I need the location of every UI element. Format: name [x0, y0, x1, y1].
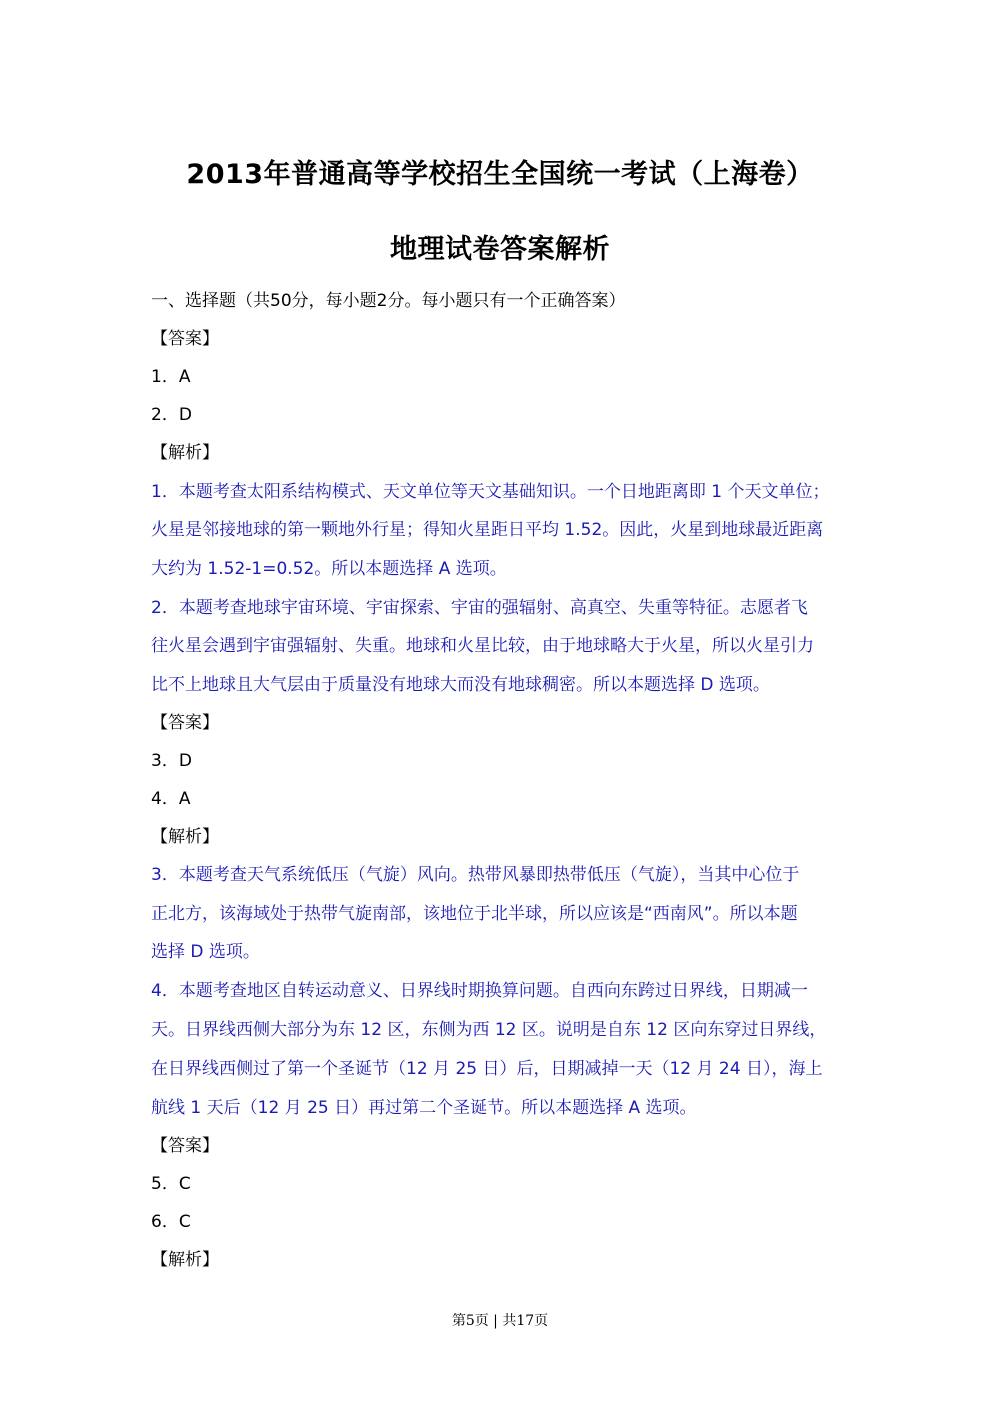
document-subtitle: 地理试卷答案解析 — [390, 234, 610, 265]
analysis-text-line: 1．本题考查太阳系结构模式、天文单位等天文基础知识。一个日地距离即 1 个天文单位； — [151, 482, 830, 502]
analysis-label: 【解析】 — [151, 443, 219, 463]
analysis-text-line: 大约为 1.52-1=0.52。所以本题选择 A 选项。 — [151, 559, 507, 579]
analysis-text-line: 选择 D 选项。 — [151, 942, 260, 962]
analysis-text-line: 往火星会遇到宇宙强辐射、失重。地球和火星比较，由于地球略大于火星，所以火星引力 — [151, 636, 814, 656]
analysis-text-line: 航线 1 天后（12 月 25 日）再过第二个圣诞节。所以本题选择 A 选项。 — [151, 1098, 697, 1118]
answer-label: 【答案】 — [151, 713, 219, 733]
analysis-text-line: 3．本题考查天气系统低压（气旋）风向。热带风暴即热带低压（气旋），当其中心位于 — [151, 865, 800, 885]
analysis-label: 【解析】 — [151, 827, 219, 847]
analysis-label: 【解析】 — [151, 1250, 219, 1270]
answer-item: 3．D — [151, 751, 192, 771]
answer-item: 1．A — [151, 367, 191, 387]
answer-item: 2．D — [151, 405, 192, 425]
section-heading: 一、选择题（共50分，每小题2分。每小题只有一个正确答案） — [151, 291, 626, 311]
answer-label: 【答案】 — [151, 329, 219, 349]
analysis-text-line: 正北方，该海域处于热带气旋南部，该地位于北半球，所以应该是“西南风”。所以本题 — [151, 904, 798, 924]
analysis-text-line: 火星是邻接地球的第一颗地外行星；得知火星距日平均 1.52。因此，火星到地球最近距离 — [151, 520, 824, 540]
analysis-text-line: 天。日界线西侧大部分为东 12 区，东侧为西 12 区。说明是自东 12 区向东穿过日界线， — [151, 1020, 827, 1040]
analysis-text-line: 2．本题考查地球宇宙环境、宇宙探索、宇宙的强辐射、高真空、失重等特征。志愿者飞 — [151, 598, 808, 618]
document-title: 2013年普通高等学校招生全国统一考试（上海卷） — [186, 159, 814, 190]
analysis-text-line: 在日界线西侧过了第一个圣诞节（12 月 25 日）后，日期减掉一天（12 月 24 日），海上 — [151, 1059, 823, 1079]
answer-item: 4．A — [151, 789, 191, 809]
analysis-text-line: 4．本题考查地区自转运动意义、日界线时期换算问题。自西向东跨过日界线，日期减一 — [151, 981, 808, 1001]
answer-item: 5．C — [151, 1174, 191, 1194]
analysis-text-line: 比不上地球且大气层由于质量没有地球大而没有地球稠密。所以本题选择 D 选项。 — [151, 675, 770, 695]
answer-item: 6．C — [151, 1212, 191, 1232]
page-footer: 第5页 | 共17页 — [451, 1313, 549, 1329]
answer-label: 【答案】 — [151, 1136, 219, 1156]
